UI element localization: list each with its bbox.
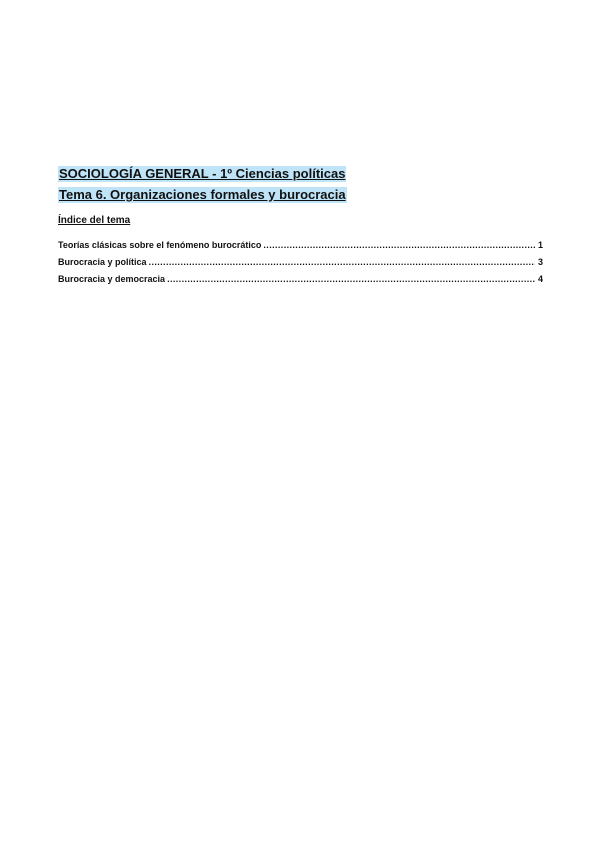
toc-entry-burocracia-politica[interactable] bbox=[58, 257, 543, 274]
toc-entry-page: 4 bbox=[537, 274, 543, 284]
toc-entry-teorias-clasicas[interactable] bbox=[58, 240, 543, 257]
document-title-course: SOCIOLOGÍA GENERAL - 1º Ciencias políticas bbox=[59, 166, 346, 181]
toc-entry-text: Burocracia y democracia bbox=[58, 274, 166, 284]
table-of-contents bbox=[58, 240, 543, 291]
toc-entry-page: 1 bbox=[537, 240, 543, 250]
index-heading: Índice del tema bbox=[58, 215, 131, 226]
document-title-topic: Tema 6. Organizaciones formales y burocracia bbox=[59, 187, 346, 202]
toc-dot-leader bbox=[263, 240, 535, 251]
toc-entry-text: Burocracia y política bbox=[58, 257, 147, 267]
toc-entry-page: 3 bbox=[537, 257, 543, 267]
toc-dot-leader bbox=[149, 257, 535, 268]
toc-dot-leader bbox=[167, 274, 535, 285]
toc-entry-text: Teorías clásicas sobre el fenómeno burocrático bbox=[58, 240, 262, 250]
toc-entry-burocracia-democracia[interactable] bbox=[58, 274, 543, 291]
